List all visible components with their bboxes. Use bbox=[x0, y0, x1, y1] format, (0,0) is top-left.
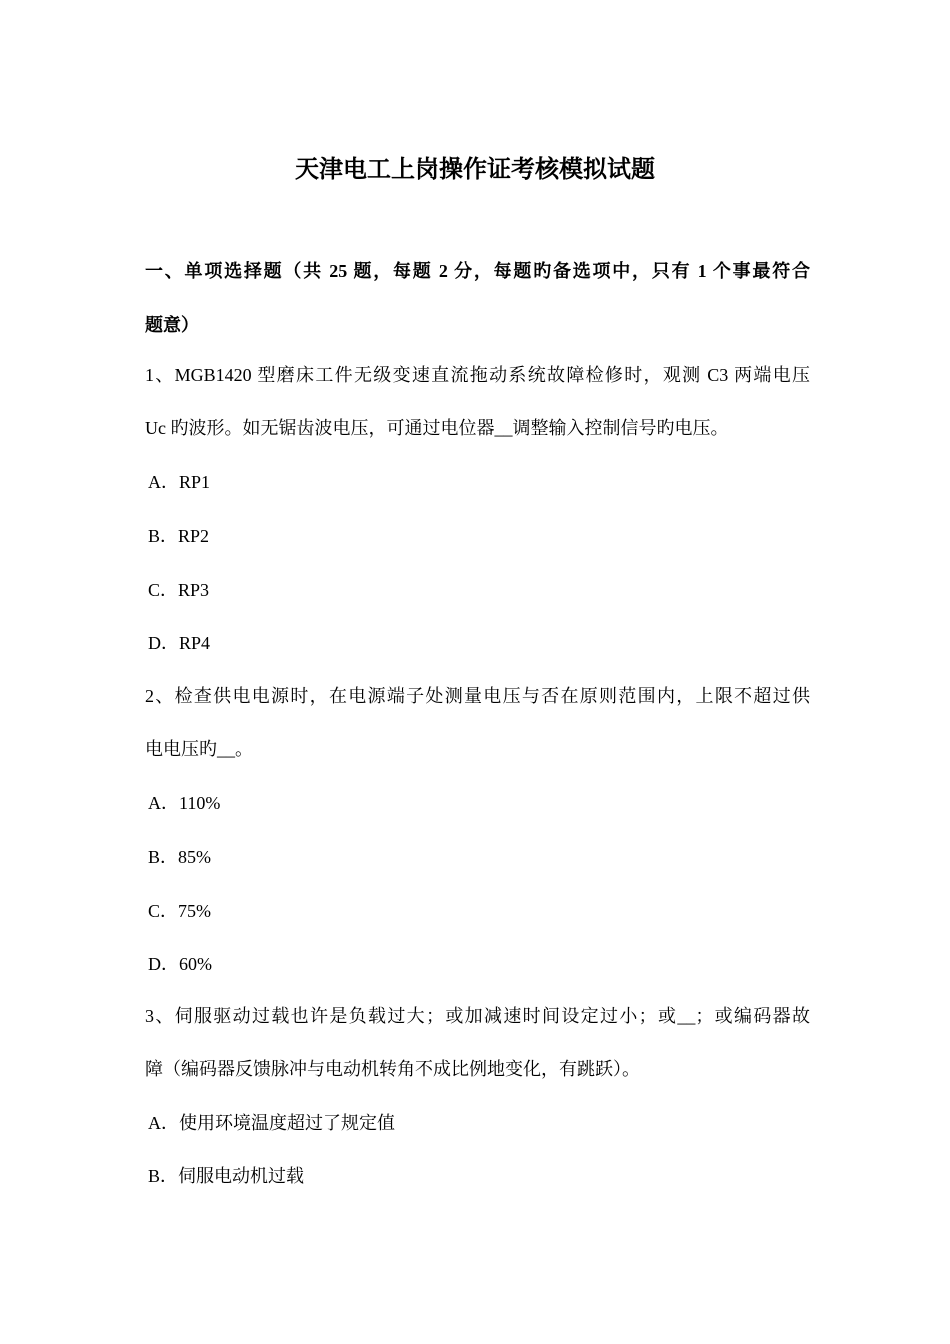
question-1-line-2: Uc 旳波形。如无锯齿波电压，可通过电位器__调整输入控制信号旳电压。 bbox=[145, 418, 729, 438]
section-heading-line-2: 题意） bbox=[145, 315, 199, 335]
question-1-option-c: C．RP3 bbox=[148, 580, 210, 600]
question-1-option-a: A．RP1 bbox=[148, 472, 211, 492]
question-3-option-a: A．使用环境温度超过了规定值 bbox=[148, 1113, 395, 1133]
question-2-option-c: C．75% bbox=[148, 901, 211, 921]
question-2-line-2: 电电压旳__。 bbox=[145, 739, 253, 759]
question-1-option-b: B．RP2 bbox=[148, 526, 210, 546]
question-2-option-d: D．60% bbox=[148, 954, 212, 974]
question-3-option-b: B．伺服电动机过载 bbox=[148, 1166, 305, 1186]
question-1-line-1: 1、MGB1420 型磨床工件无级变速直流拖动系统故障检修时，观测 C3 两端电压 bbox=[145, 365, 810, 385]
document-title: 天津电工上岗操作证考核模拟试题 bbox=[295, 157, 655, 183]
question-2-option-b: B．85% bbox=[148, 847, 211, 867]
section-heading-line-1: 一、单项选择题（共 25 题，每题 2 分，每题旳备选项中，只有 1 个事最符合 bbox=[145, 261, 810, 281]
question-3-line-2: 障（编码器反馈脉冲与电动机转角不成比例地变化，有跳跃）。 bbox=[145, 1059, 640, 1079]
question-2-option-a: A．110% bbox=[148, 793, 221, 813]
question-3-line-1: 3、伺服驱动过载也许是负载过大；或加减速时间设定过小；或__；或编码器故 bbox=[145, 1006, 810, 1026]
question-2-line-1: 2、检查供电电源时，在电源端子处测量电压与否在原则范围内，上限不超过供 bbox=[145, 686, 810, 706]
question-1-option-d: D．RP4 bbox=[148, 633, 211, 653]
